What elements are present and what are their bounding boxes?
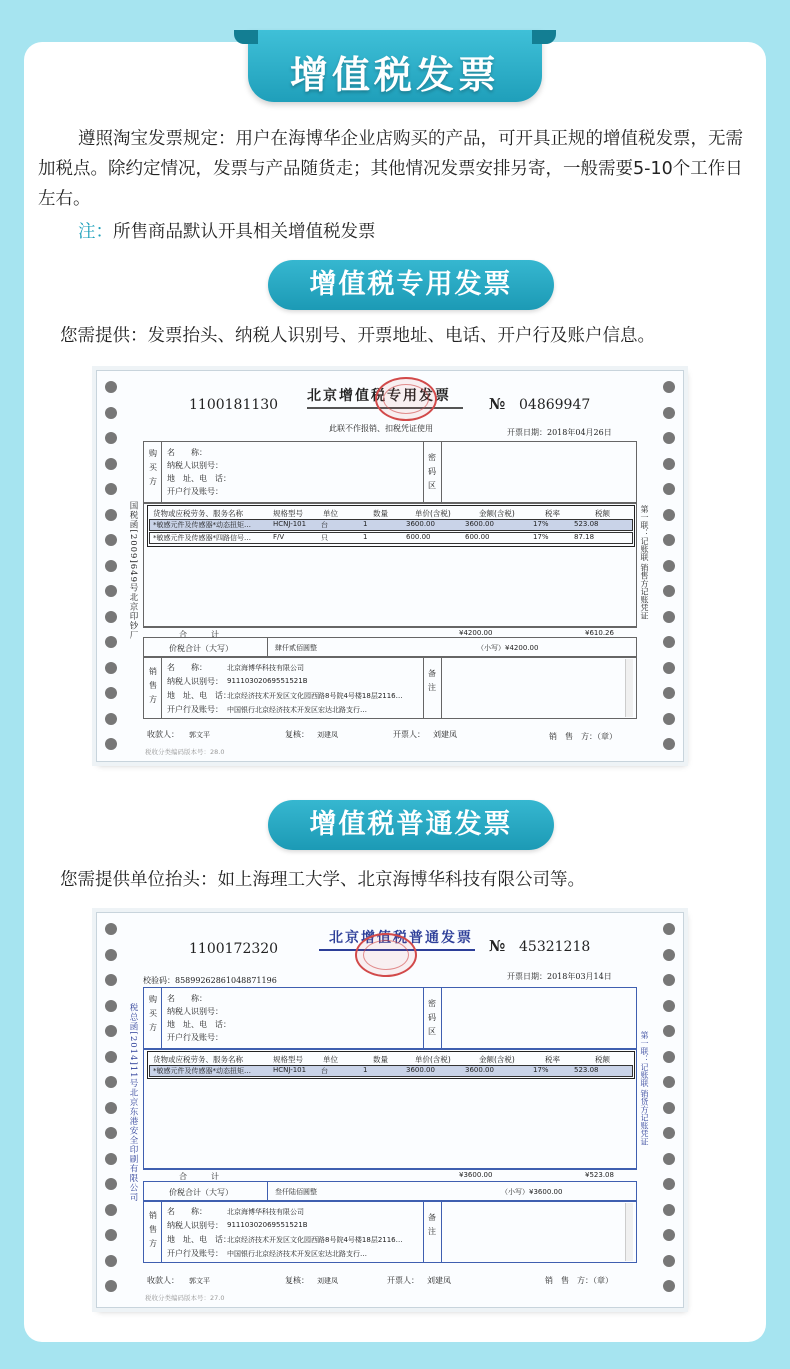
grand-total-label: 价税合计（大写） xyxy=(169,644,233,653)
number-sign: № xyxy=(489,937,506,955)
total-label: 合 计 xyxy=(179,1172,219,1181)
cell-unit: 台 xyxy=(321,1067,328,1075)
footnote: 税收分类编码版本号：27.0 xyxy=(145,1294,225,1302)
title-banner xyxy=(248,30,542,102)
reviewer-label: 复核： xyxy=(285,730,309,739)
seller-bank-field: 开户行及账号： xyxy=(167,1249,223,1258)
number-sign: № xyxy=(489,395,506,413)
col-price: 单价(含税) xyxy=(415,509,451,518)
remark-label: 备注 xyxy=(428,669,436,692)
cell-rate: 17% xyxy=(533,533,549,541)
invoice-code: 1100181130 xyxy=(189,397,279,413)
invoice-subtitle: 此联不作报销、扣税凭证使用 xyxy=(329,424,433,433)
grand-total-upper: 叁仟陆佰圆整 xyxy=(275,1188,317,1196)
seller-taxid: 91110302069551521B xyxy=(227,677,308,685)
perforation-right xyxy=(659,381,679,761)
seller-label: 销售方 xyxy=(149,667,157,704)
cell-rate: 17% xyxy=(533,520,549,528)
normal-invoice-image xyxy=(96,912,684,1308)
cell-price: 600.00 xyxy=(406,533,431,541)
cell-spec: HCNJ-101 xyxy=(273,1066,307,1074)
invoice-date: 开票日期：2018年04月26日 xyxy=(507,428,612,437)
payee-label: 收款人： xyxy=(147,1276,179,1285)
seller-address-field: 地 址、电 话： xyxy=(167,691,231,700)
total-amount: ¥3600.00 xyxy=(459,1171,493,1179)
cell-price: 3600.00 xyxy=(406,520,435,528)
buyer-taxid-field: 纳税人识别号： xyxy=(167,1007,223,1016)
seller-address: 北京经济技术开发区文化园西路8号院4号楼18层2116… xyxy=(227,1236,403,1244)
total-tax: ¥523.08 xyxy=(585,1171,614,1179)
normal-invoice-pill: 增值税普通发票 xyxy=(268,800,554,850)
cell-spec: F/V xyxy=(273,533,285,541)
cell-name: *敏感元件及传感器*动态扭矩… xyxy=(153,521,251,529)
copy-label: 第一联：记账联 销货方记账凭证 xyxy=(640,1031,649,1146)
col-tax: 税额 xyxy=(595,1055,610,1064)
col-unit: 单位 xyxy=(323,509,338,518)
perforation-left xyxy=(101,381,121,761)
intro-paragraph: 遵照淘宝发票规定：用户在海博华企业店购买的产品，可开具正规的增值税发票，无需加税点。除约定情况，发票与产品随货走；其他情况发票安排另寄，一般需要5-10个工作日左右。 xyxy=(38,129,743,209)
col-price: 单价(含税) xyxy=(415,1055,451,1064)
cell-tax: 523.08 xyxy=(574,1066,599,1074)
seller-address: 北京经济技术开发区文化园西路8号院4号楼18层2116… xyxy=(227,692,403,700)
cell-qty: 1 xyxy=(363,533,368,541)
col-amount: 金额(含税) xyxy=(479,1055,515,1064)
drawer-name: 刘建凤 xyxy=(427,1276,451,1285)
print-info: 国税函[2009]649号北京印钞厂 xyxy=(128,501,138,640)
payee-name: 郭文平 xyxy=(189,731,210,739)
check-code: 校验码：85899262861048871196 xyxy=(143,976,277,985)
buyer-taxid-field: 纳税人识别号： xyxy=(167,461,223,470)
cell-amount: 600.00 xyxy=(465,533,490,541)
tax-seal xyxy=(375,377,437,421)
col-qty: 数量 xyxy=(373,509,388,518)
print-info: 税总函[2014]11号北京东港安全印刷有限公司 xyxy=(128,1003,138,1203)
buyer-bank-field: 开户行及账号： xyxy=(167,487,223,496)
buyer-label: 购买方 xyxy=(149,995,157,1032)
remark-label: 备注 xyxy=(428,1213,436,1236)
col-spec: 规格型号 xyxy=(273,509,303,518)
special-invoice-pill: 增值税专用发票 xyxy=(268,260,554,310)
col-amount: 金额(含税) xyxy=(479,509,515,518)
cell-name: *敏感元件及传感器*动态扭矩… xyxy=(153,1067,251,1075)
copy-label: 第一联：记账联 销售方记账凭证 xyxy=(640,505,649,620)
buyer-bank-field: 开户行及账号： xyxy=(167,1033,223,1042)
cell-tax: 523.08 xyxy=(574,520,599,528)
grand-total-upper: 肆仟贰佰圆整 xyxy=(275,644,317,652)
drawer-label: 开票人： xyxy=(393,730,425,739)
seller-taxid: 91110302069551521B xyxy=(227,1221,308,1229)
invoice-code: 1100172320 xyxy=(189,941,279,957)
cell-price: 3600.00 xyxy=(406,1066,435,1074)
seller-name: 北京海博华科技有限公司 xyxy=(227,1208,304,1216)
seller-seal-label: 销 售 方：（章） xyxy=(545,1276,613,1285)
invoice-title: 北京增值税专用发票 xyxy=(307,388,451,404)
buyer-name-field: 名 称： xyxy=(167,994,207,1003)
reviewer-name: 刘建凤 xyxy=(317,1277,338,1285)
cell-spec: HCNJ-101 xyxy=(273,520,307,528)
reviewer-name: 刘建凤 xyxy=(317,731,338,739)
note-text: 所售商品默认开具相关增值税发票 xyxy=(113,222,376,242)
seller-seal-label: 销 售 方：（章） xyxy=(549,732,617,741)
reviewer-label: 复核： xyxy=(285,1276,309,1285)
grand-total-label: 价税合计（大写） xyxy=(169,1188,233,1197)
seller-name-field: 名 称： xyxy=(167,1207,207,1216)
buyer-address-field: 地 址、电 话： xyxy=(167,1020,231,1029)
cell-tax: 87.18 xyxy=(574,533,595,541)
cell-qty: 1 xyxy=(363,1066,368,1074)
special-invoice-image xyxy=(96,370,684,762)
seller-bank-field: 开户行及账号： xyxy=(167,705,223,714)
col-name: 货物或应税劳务、服务名称 xyxy=(153,1055,243,1064)
footnote: 税收分类编码版本号：28.0 xyxy=(145,748,225,756)
payee-label: 收款人： xyxy=(147,730,179,739)
note-line xyxy=(78,218,376,243)
seller-address-field: 地 址、电 话： xyxy=(167,1235,231,1244)
payee-name: 郭文平 xyxy=(189,1277,210,1285)
drawer-label: 开票人： xyxy=(387,1276,419,1285)
cell-amount: 3600.00 xyxy=(465,1066,494,1074)
perforation-right xyxy=(659,923,679,1307)
col-spec: 规格型号 xyxy=(273,1055,303,1064)
buyer-name-field: 名 称： xyxy=(167,448,207,457)
seller-name: 北京海博华科技有限公司 xyxy=(227,664,304,672)
grand-total-small: （小写）¥3600.00 xyxy=(501,1188,563,1196)
total-label: 合 计 xyxy=(179,630,219,639)
page-title: 增值税发票 xyxy=(289,53,500,97)
invoice-date: 开票日期：2018年03月14日 xyxy=(507,972,612,981)
buyer-address-field: 地 址、电 话： xyxy=(167,474,231,483)
col-name: 货物或应税劳务、服务名称 xyxy=(153,509,243,518)
col-rate: 税率 xyxy=(545,1055,560,1064)
cell-qty: 1 xyxy=(363,520,368,528)
cell-amount: 3600.00 xyxy=(465,520,494,528)
perforation-left xyxy=(101,923,121,1307)
total-amount: ¥4200.00 xyxy=(459,629,493,637)
grand-total-small: （小写）¥4200.00 xyxy=(477,644,539,652)
cell-unit: 只 xyxy=(321,534,328,542)
cell-rate: 17% xyxy=(533,1066,549,1074)
secret-area-label: 密码区 xyxy=(428,999,436,1036)
seller-name-field: 名 称： xyxy=(167,663,207,672)
note-mark: 注： xyxy=(78,222,113,242)
cell-name: *敏感元件及传感器*四路信号… xyxy=(153,534,251,542)
seller-bank: 中国银行北京经济技术开发区宏达北路支行… xyxy=(227,1250,367,1258)
col-unit: 单位 xyxy=(323,1055,338,1064)
col-qty: 数量 xyxy=(373,1055,388,1064)
intro-text xyxy=(38,124,756,214)
cell-unit: 台 xyxy=(321,521,328,529)
tax-seal xyxy=(355,933,417,977)
secret-area-label: 密码区 xyxy=(428,453,436,490)
drawer-name: 刘建凤 xyxy=(433,730,457,739)
seller-bank: 中国银行北京经济技术开发区宏达北路支行… xyxy=(227,706,367,714)
col-tax: 税额 xyxy=(595,509,610,518)
seller-taxid-field: 纳税人识别号： xyxy=(167,1221,223,1230)
buyer-label: 购买方 xyxy=(149,449,157,486)
remark-scrollbar[interactable] xyxy=(625,659,633,717)
seller-label: 销售方 xyxy=(149,1211,157,1248)
remark-scrollbar[interactable] xyxy=(625,1203,633,1261)
total-tax: ¥610.26 xyxy=(585,629,614,637)
invoice-number: 45321218 xyxy=(519,939,591,955)
seller-taxid-field: 纳税人识别号： xyxy=(167,677,223,686)
normal-provide-text: 您需提供单位抬头：如上海理工大学、北京海博华科技有限公司等。 xyxy=(60,870,585,890)
invoice-number: 04869947 xyxy=(519,397,591,413)
invoice-title: 北京增值税普通发票 xyxy=(329,930,473,946)
col-rate: 税率 xyxy=(545,509,560,518)
special-provide-text: 您需提供：发票抬头、纳税人识别号、开票地址、电话、开户行及账户信息。 xyxy=(60,326,655,346)
